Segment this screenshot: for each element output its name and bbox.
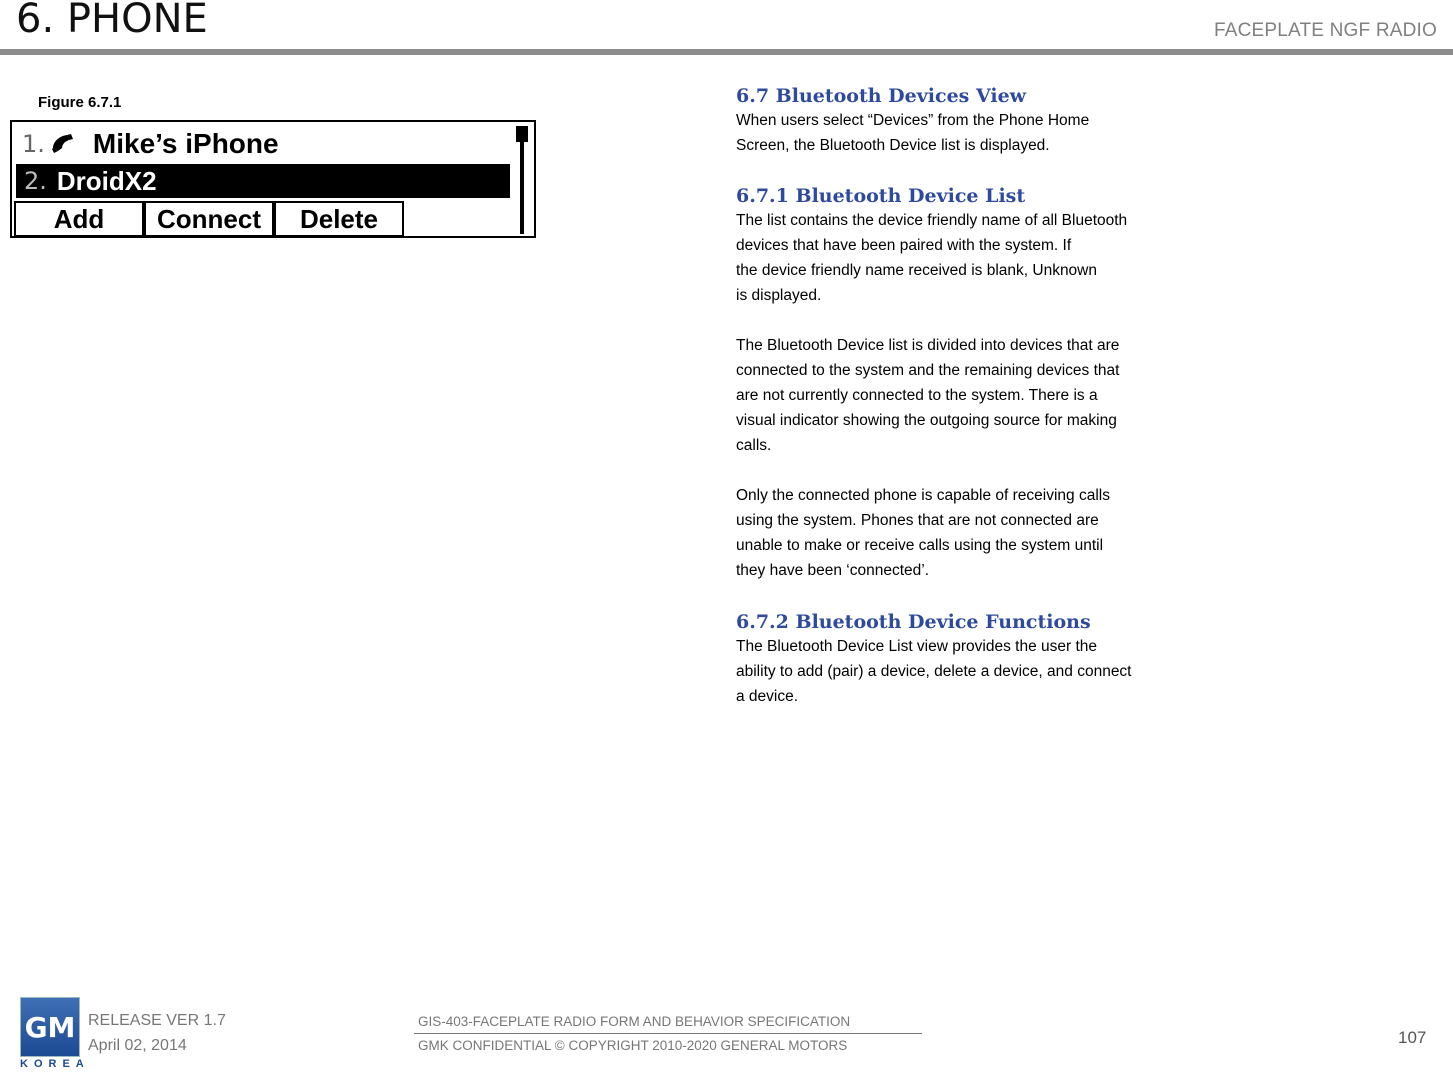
section-paragraph (736, 333, 1236, 458)
section-paragraph (736, 483, 1236, 583)
figure-label: Figure 6.7.1 (38, 94, 122, 111)
delete-button[interactable]: Delete (274, 201, 404, 237)
gm-logo (20, 997, 80, 1057)
text-line: connected to the system and the remaining devices that (736, 362, 1120, 379)
text-line: The Bluetooth Device List view provides the user the (736, 638, 1097, 655)
chapter-title: 6. PHONE (16, 0, 208, 42)
device-row-number: 2. (24, 167, 47, 195)
header-rule (0, 49, 1453, 55)
text-line: devices that have been paired with the system. If (736, 237, 1072, 254)
document-title: FACEPLATE NGF RADIO (1213, 20, 1437, 41)
device-row-number: 1. (22, 130, 45, 158)
text-line: visual indicator showing the outgoing source for making (736, 412, 1117, 429)
section-heading: 6.7 Bluetooth Devices View (736, 85, 1027, 107)
section-heading: 6.7.2 Bluetooth Device Functions (736, 611, 1091, 633)
section-device-functions (736, 610, 1236, 709)
text-line: When users select “Devices” from the Phone Home (736, 112, 1090, 129)
section-devices-view (736, 84, 1236, 158)
text-line: are not currently connected to the system. There is a (736, 387, 1098, 404)
text-line: a device. (736, 688, 799, 705)
footer-rule (414, 1033, 922, 1034)
device-row-1[interactable] (22, 126, 279, 162)
page-number: 107 (1398, 1028, 1427, 1047)
spec-title: GIS-403-FACEPLATE RADIO FORM AND BEHAVIOR SPECIFICATION (418, 1014, 851, 1029)
device-name: DroidX2 (56, 165, 157, 196)
text-line: unable to make or receive calls using the system until (736, 537, 1104, 554)
text-line: The list contains the device friendly name of all Bluetooth (736, 212, 1128, 229)
text-line: they have been ‘connected’. (736, 562, 930, 579)
text-line: the device friendly name received is blank, Unknown (736, 262, 1097, 279)
device-name: Mike’s iPhone (92, 128, 279, 159)
scrollbar-track[interactable] (520, 128, 524, 234)
text-line: Only the connected phone is capable of receiving calls (736, 487, 1110, 504)
release-version: RELEASE VER 1.7 (88, 1012, 226, 1029)
section-paragraph (736, 634, 1236, 709)
text-line: ability to add (pair) a device, delete a device, and connect (736, 663, 1132, 680)
section-paragraph (736, 108, 1236, 158)
section-paragraph (736, 208, 1236, 308)
text-line: is displayed. (736, 287, 822, 304)
add-button[interactable]: Add (14, 201, 144, 237)
device-row-2-selected[interactable] (16, 164, 510, 198)
section-heading: 6.7.1 Bluetooth Device List (736, 185, 1026, 207)
confidential-notice: GMK CONFIDENTIAL © COPYRIGHT 2010-2020 GENERAL MOTORS (418, 1038, 848, 1053)
text-line: The Bluetooth Device list is divided into devices that are (736, 337, 1120, 354)
phone-icon (49, 132, 79, 156)
gm-logo-text: GM (24, 1010, 76, 1044)
device-list-screen (10, 120, 536, 238)
connect-button[interactable]: Connect (144, 201, 274, 237)
release-date: April 02, 2014 (88, 1037, 187, 1054)
text-line: using the system. Phones that are not connected are (736, 512, 1099, 529)
section-device-list (736, 184, 1236, 583)
text-line: calls. (736, 437, 772, 454)
korea-logo-text: KOREA (20, 1058, 90, 1070)
scrollbar-thumb[interactable] (516, 126, 528, 142)
text-line: Screen, the Bluetooth Device list is displayed. (736, 137, 1050, 154)
